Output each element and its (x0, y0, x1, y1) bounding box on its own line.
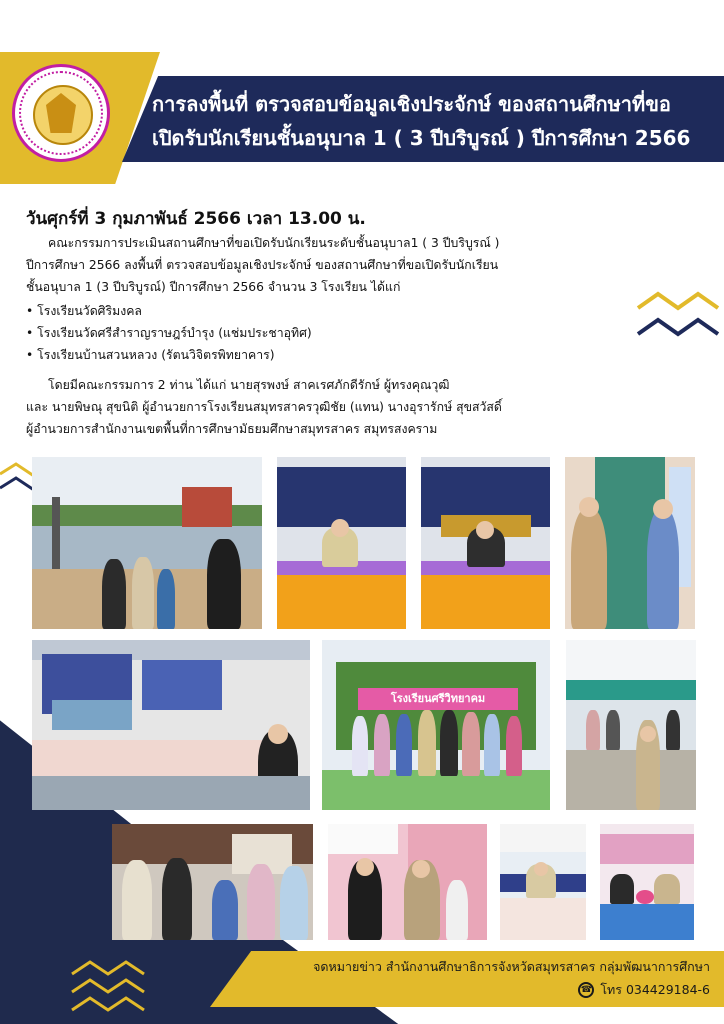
photo-decorated-table (600, 824, 694, 940)
zigzag-decoration-footer (70, 960, 160, 1014)
office-logo (12, 64, 110, 162)
photo-reception-desk (500, 824, 586, 940)
photo-group-stage (322, 640, 550, 810)
intro-paragraph (26, 232, 686, 298)
stage-banner: โรงเรียนศรีวิทยาคม (358, 688, 518, 710)
photo-classroom-visit (328, 824, 487, 940)
zigzag-decoration-right (636, 290, 724, 350)
phone-icon: ☎ (578, 982, 594, 998)
intro-line-1: คณะกรรมการประเมินสถานศึกษาที่ขอเปิดรับนักเรียนระดับชั้นอนุบาล1 ( 3 ปีบริบูรณ์ ) (48, 236, 500, 250)
committee-line-2: และ นายพิษณุ สุขนิติ ผู้อำนวยการโรงเรียนสมุทรสาครวุฒิชัย (แทน) นางอุรารักษ์ สุขสวัสดิ์ (26, 400, 502, 414)
photo-meeting-table-2 (421, 457, 550, 629)
page-title-line-1: การลงพื้นที่ ตรวจสอบข้อมูลเชิงประจักษ์ ของสถานศึกษาที่ขอ (152, 92, 671, 116)
photo-meeting-room (32, 640, 310, 810)
event-date: วันศุกร์ที่ 3 กุมภาพันธ์ 2566 เวลา 13.00 น. (26, 209, 366, 229)
intro-line-2: ปีการศึกษา 2566 ลงพื้นที่ ตรวจสอบข้อมูลเชิงประจักษ์ ของสถานศึกษาที่ขอเปิดรับนักเรียน (26, 258, 499, 272)
footer-newsletter-label: จดหมายข่าว สำนักงานศึกษาธิการจังหวัดสมุทรสาคร กลุ่มพัฒนาการศึกษา (313, 959, 710, 974)
zigzag-decoration-left (0, 462, 36, 502)
photo-meeting-table-1 (277, 457, 406, 629)
committee-paragraph (26, 374, 686, 440)
school-list-item: • โรงเรียนวัดศิริมงคล (26, 304, 142, 318)
school-list-item: • โรงเรียนบ้านสวนหลวง (รัตนวิจิตรพิทยาคาร) (26, 348, 275, 362)
school-list-item: • โรงเรียนวัดศรีสำราญราษฎร์บำรุง (แช่มประชาอุทิศ) (26, 326, 312, 340)
page-title-line-2: เปิดรับนักเรียนชั้นอนุบาล 1 ( 3 ปีบริบูรณ์ ) ปีการศึกษา 2566 (152, 126, 691, 150)
committee-line-3: ผู้อำนวยการสำนักงานเขตพื้นที่การศึกษามัธยมศึกษาสมุทรสาคร สมุทรสงคราม (26, 422, 438, 436)
photo-school-walkway (566, 640, 696, 810)
intro-line-3: ชั้นอนุบาล 1 (3 ปีบริบูรณ์) ปีการศึกษา 2566 จำนวน 3 โรงเรียน ได้แก่ (26, 280, 401, 294)
footer-contact (578, 980, 710, 1000)
photo-classroom-door (565, 457, 695, 629)
school-list (26, 300, 312, 366)
footer-phone-number: โทร 034429184-6 (600, 982, 710, 997)
photo-building-group (112, 824, 313, 940)
photo-school-courtyard (32, 457, 262, 629)
committee-line-1: โดยมีคณะกรรมการ 2 ท่าน ได้แก่ นายสุรพงษ์ สาคเรศภักดีรักษ์ ผู้ทรงคุณวุฒิ (48, 378, 450, 392)
